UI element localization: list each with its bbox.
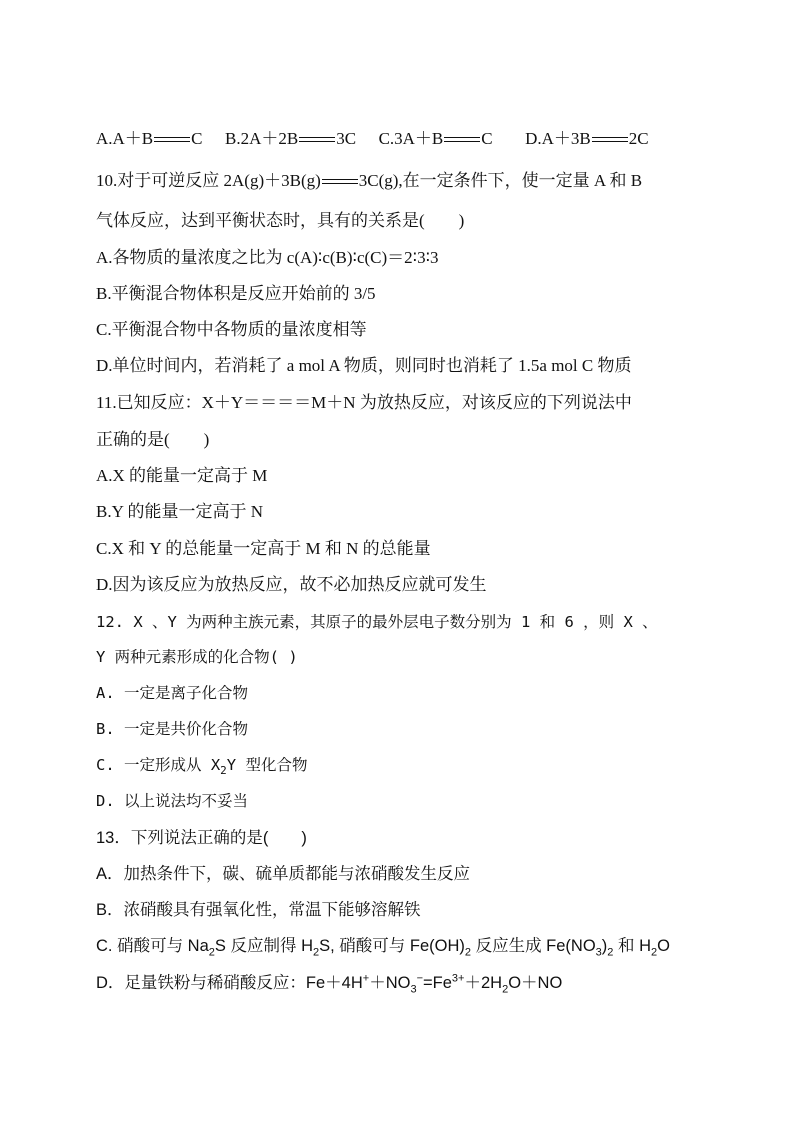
equilibrium-arrow-icon [444,133,480,147]
question-13-stem: 13．下列说法正确的是( ) [96,829,307,847]
question-12-option-b: B. 一定是共价化合物 [96,720,248,738]
question-10-option-a: A.各物质的量浓度之比为 c(A)∶c(B)∶c(C)＝2∶3∶3 [96,248,439,267]
equilibrium-arrow-icon [322,175,358,189]
question-11-option-c: C.X 和 Y 的总能量一定高于 M 和 N 的总能量 [96,539,431,558]
q9-option-a: A.A＋B C [96,129,203,148]
equilibrium-arrow-icon [299,133,335,147]
question-13-option-c: C. 硝酸可与 $Na_2S$ 反应制得 $H_2S$, 硝酸可与 $Fe(OH)_2$ 反应生成 $Fe(NO_3)_2$ 和 $H_2O$ [96,937,670,959]
question-12-stem-line-2: Y 两种元素形成的化合物( ) [96,648,298,666]
q9-option-b: B.2A＋2B 3C [225,129,357,148]
question-10-option-c: C.平衡混合物中各物质的量浓度相等 [96,320,367,339]
question-13-option-b: B．浓硝酸具有强氧化性，常温下能够溶解铁 [96,901,421,919]
question-10-option-b: B.平衡混合物体积是反应开始前的 3/5 [96,284,376,303]
question-11-option-b: B.Y 的能量一定高于 N [96,502,264,521]
question-13-option-a: A．加热条件下，碳、硫单质都能与浓硝酸发生反应 [96,865,471,883]
question-12-option-a: A. 一定是离子化合物 [96,684,248,702]
question-11-stem-line-2: 正确的是( ) [96,430,210,449]
question-13-option-d: D．足量铁粉与稀硝酸反应：$Fe+4H^++NO_3^-=Fe^{3+}+2H_2O+NO$ [96,972,563,996]
question-11-option-a: A.X 的能量一定高于 M [96,466,268,485]
q9-option-d: D.A＋3B 2C [525,129,649,148]
question-10-stem-line-1: 10.对于可逆反应 2A(g)＋3B(g) 3C(g),在一定条件下，使一定量 A 和 B [96,171,643,190]
question-11-stem-line-1: 11.已知反应：X＋Y＝＝＝＝M＋N 为放热反应，对该反应的下列说法中 [96,393,632,412]
equilibrium-arrow-icon [592,133,628,147]
equilibrium-arrow-icon [154,133,190,147]
question-12-stem-line-1: 12. X 、Y 为两种主族元素，其原子的最外层电子数分别为 1 和 6 ，则 X 、 [96,613,658,631]
question-10-option-d: D.单位时间内，若消耗了 a mol A 物质，则同时也消耗了 1.5a mol C 物质 [96,356,632,375]
question-11-option-d: D.因为该反应为放热反应，故不必加热反应就可发生 [96,575,487,594]
q9-option-c: C.3A＋B C [378,129,493,148]
question-9-options [96,128,649,150]
question-10-stem-line-2: 气体反应，达到平衡状态时，具有的关系是( ) [96,211,465,230]
question-12-option-d: D. 以上说法均不妥当 [96,792,248,810]
question-12-option-c: C. 一定形成从 $X_2Y$ 型化合物 [96,756,308,778]
